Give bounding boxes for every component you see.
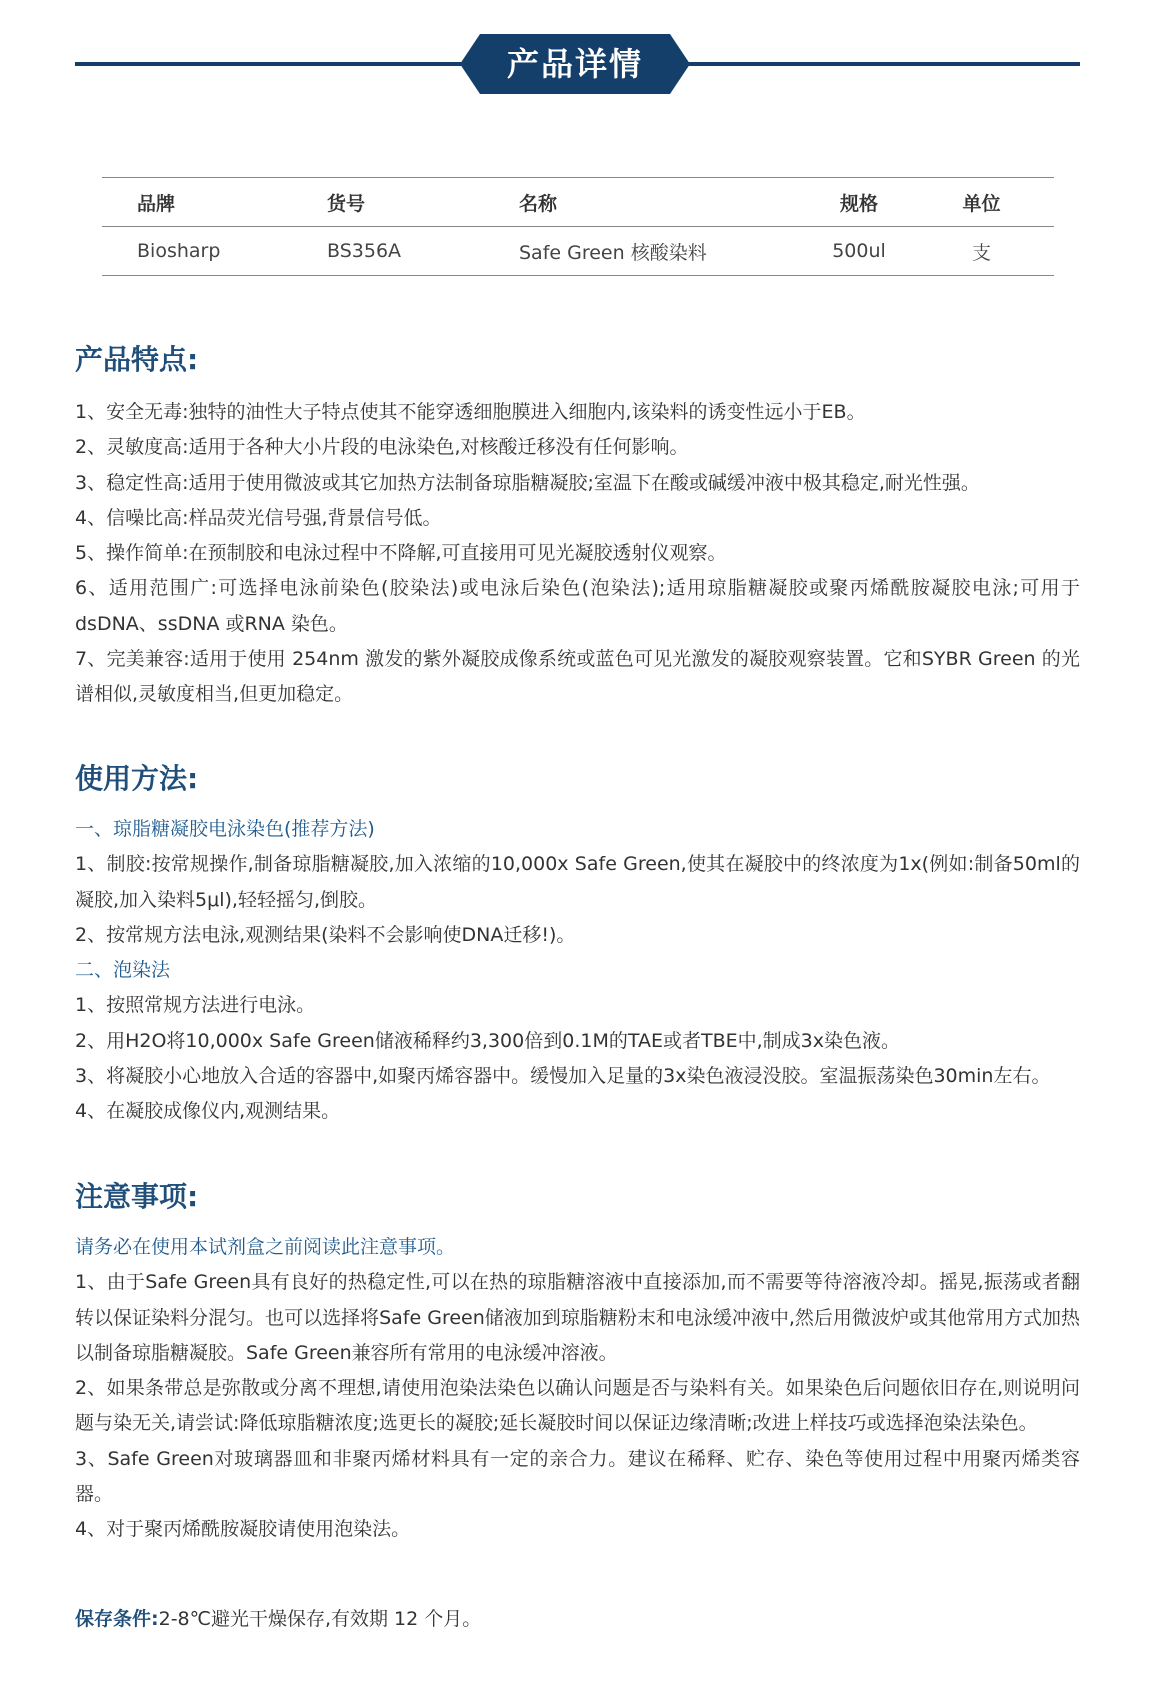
method2-step: 2、用H2O将10,000x Safe Green储液稀释约3,300倍到0.1M的TAE或者TBE中,制成3x染色液。	[75, 1029, 900, 1052]
usage-heading: 使用方法:	[75, 762, 199, 795]
product-table	[102, 177, 1054, 276]
header-brand: 品牌	[102, 178, 292, 227]
cell-spec: 500ul	[809, 227, 909, 276]
notes-intro: 请务必在使用本试剂盒之前阅读此注意事项。	[75, 1236, 456, 1258]
cell-name: Safe Green 核酸染料	[484, 227, 809, 276]
notes-list	[75, 1230, 1080, 1548]
note-item: 1、由于Safe Green具有良好的热稳定性,可以在热的琼脂糖溶液中直接添加,而不需要等待溶液冷却。摇晃,振荡或者翻转以保证染料分混匀。也可以选择将Safe Green储液加到琼脂糖粉末和电泳缓冲液中,然后用微波炉或其他常用方式加热以制备琼脂糖凝胶。Safe Green兼容所有常用的电泳缓冲溶液。	[75, 1271, 1080, 1364]
storage-value: 2-8℃避光干燥保存,有效期 12 个月。	[158, 1608, 482, 1630]
method2-step: 1、按照常规方法进行电泳。	[75, 994, 316, 1017]
page-title: 产品详情	[506, 45, 643, 83]
storage-conditions	[75, 1602, 481, 1637]
method2-title: 二、泡染法	[75, 959, 171, 982]
feature-item: 6、适用范围广:可选择电泳前染色(胶染法)或电泳后染色(泡染法);适用琼脂糖凝胶或聚丙烯酰胺凝胶电泳;可用于dsDNA、ssDNA 或RNA 染色。	[75, 577, 1080, 635]
header-catalog-no: 货号	[292, 178, 484, 227]
note-item: 3、Safe Green对玻璃器皿和非聚丙烯材料具有一定的亲合力。建议在稀释、贮存、染色等使用过程中用聚丙烯类容器。	[75, 1447, 1080, 1506]
header-spec: 规格	[809, 178, 909, 227]
feature-item: 7、完美兼容:适用于使用 254nm 激发的紫外凝胶成像系统或蓝色可见光激发的凝胶观察装置。它和SYBR Green 的光谱相似,灵敏度相当,但更加稳定。	[75, 648, 1080, 706]
method1-step: 2、按常规方法电泳,观测结果(染料不会影响使DNA迁移!)。	[75, 923, 576, 946]
note-item: 2、如果条带总是弥散或分离不理想,请使用泡染法染色以确认问题是否与染料有关。如果染色后问题依旧存在,则说明问题与染无关,请尝试:降低琼脂糖浓度;选更长的凝胶;延长凝胶时间以保证边缘清晰;改进上样技巧或选择泡染法染色。	[75, 1377, 1080, 1435]
header-banner	[75, 34, 1080, 94]
feature-item: 3、稳定性高:适用于使用微波或其它加热方法制备琼脂糖凝胶;室温下在酸或碱缓冲液中极其稳定,耐光性强。	[75, 471, 980, 494]
features-list	[75, 395, 1080, 713]
cell-unit: 支	[909, 227, 1054, 276]
cell-brand: Biosharp	[102, 227, 292, 276]
method1-title: 一、琼脂糖凝胶电泳染色(推荐方法)	[75, 818, 375, 840]
cell-catalog-no: BS356A	[292, 227, 484, 276]
feature-item: 2、灵敏度高:适用于各种大小片段的电泳染色,对核酸迁移没有任何影响。	[75, 436, 689, 459]
note-item: 4、对于聚丙烯酰胺凝胶请使用泡染法。	[75, 1518, 411, 1541]
storage-label: 保存条件:	[75, 1608, 159, 1630]
feature-item: 4、信噪比高:样品荧光信号强,背景信号低。	[75, 506, 442, 529]
notes-heading: 注意事项:	[75, 1180, 199, 1213]
method1-step: 1、制胶:按常规操作,制备琼脂糖凝胶,加入浓缩的10,000x Safe Green,使其在凝胶中的终浓度为1x(例如:制备50ml的凝胶,加入染料5μl),轻轻摇匀,倒胶。	[75, 853, 1080, 911]
table-header-row	[102, 178, 1054, 227]
method2-step: 3、将凝胶小心地放入合适的容器中,如聚丙烯容器中。缓慢加入足量的3x染色液浸没胶。室温振荡染色30min左右。	[75, 1065, 1051, 1088]
usage-list	[75, 812, 1080, 1130]
feature-item: 5、操作简单:在预制胶和电泳过程中不降解,可直接用可见光凝胶透射仪观察。	[75, 542, 727, 565]
method2-step: 4、在凝胶成像仪内,观测结果。	[75, 1100, 341, 1123]
table-row	[102, 227, 1054, 276]
features-heading: 产品特点:	[75, 343, 199, 376]
header-name: 名称	[484, 178, 809, 227]
header-unit: 单位	[909, 178, 1054, 227]
feature-item: 1、安全无毒:独特的油性大子特点使其不能穿透细胞膜进入细胞内,该染料的诱变性远小于EB。	[75, 401, 866, 423]
